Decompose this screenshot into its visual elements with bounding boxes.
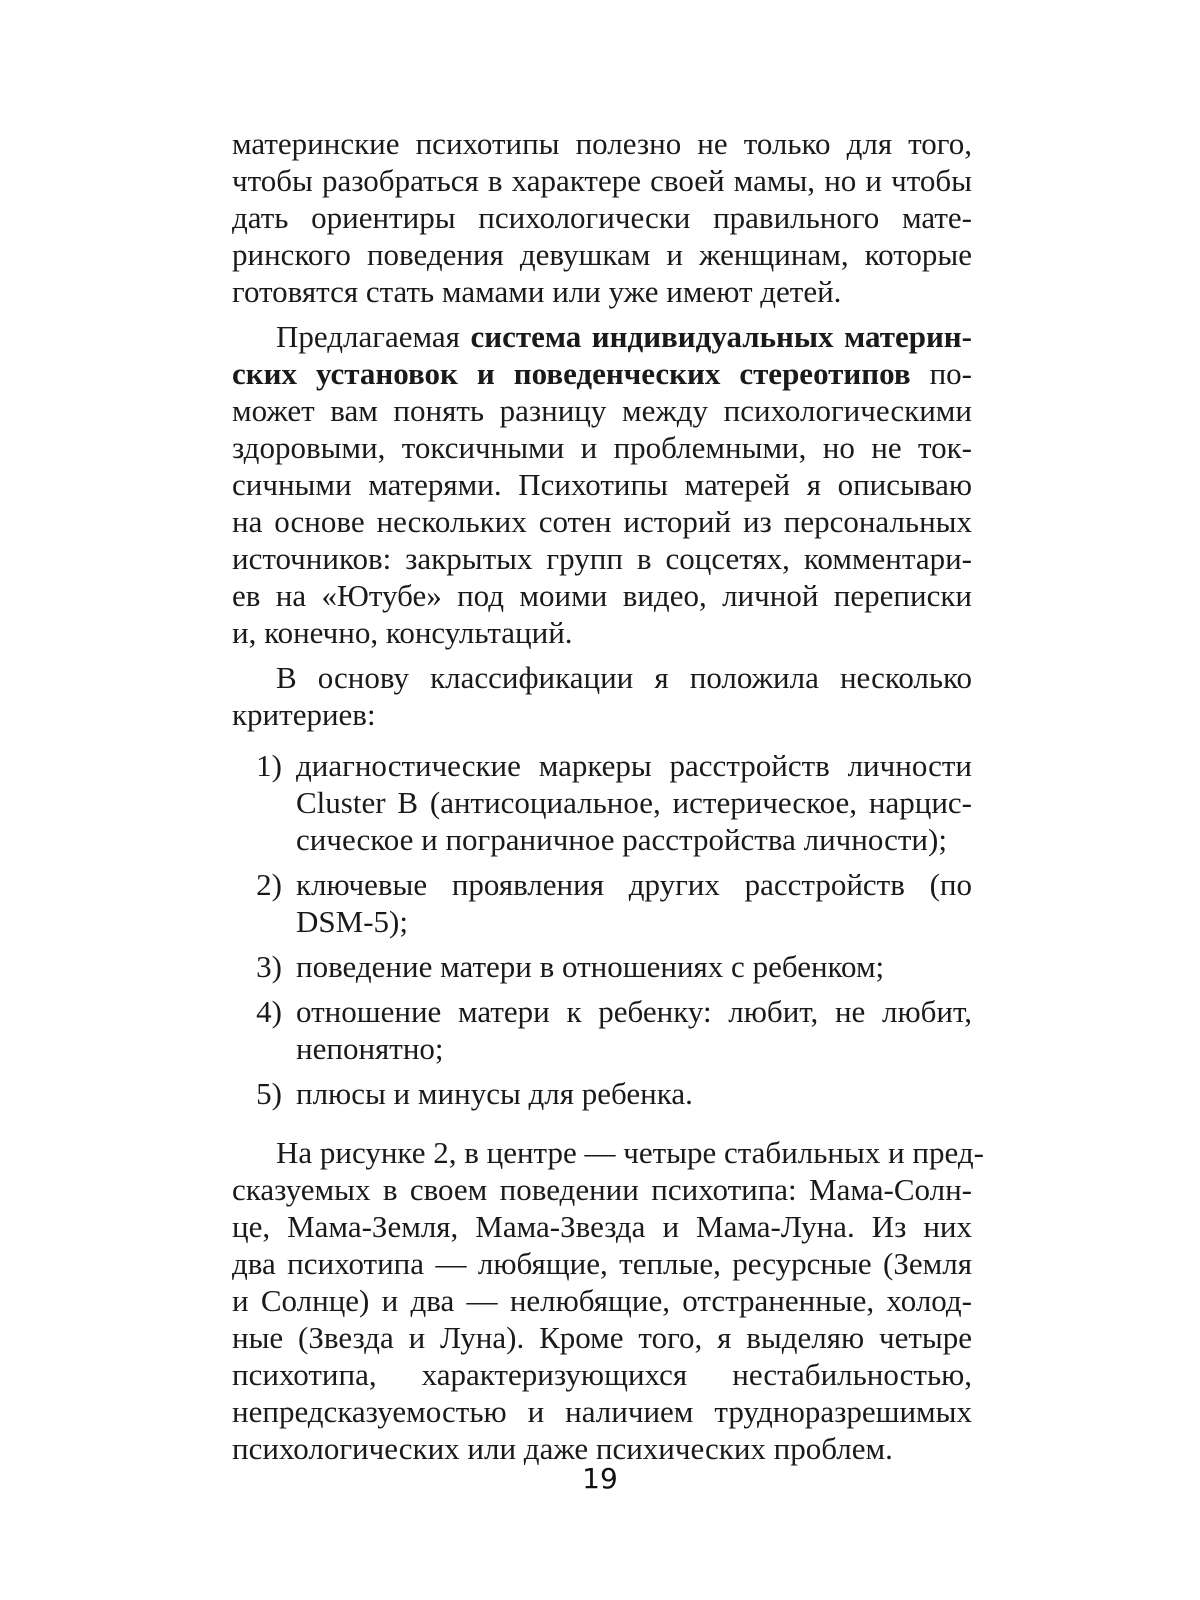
- paragraph-2: [232, 318, 972, 651]
- page-number: 19: [582, 1462, 618, 1495]
- list-item-text: ключевые проявления других расстройств (по: [296, 867, 972, 902]
- list-item: [232, 993, 972, 1067]
- text-line: здоровыми, токсичными и проблемными, но не ток-: [232, 430, 972, 465]
- list-number: 1): [256, 748, 282, 783]
- text-line: дать ориентиры психологически правильного мате-: [232, 200, 972, 235]
- text-line: два психотипа — любящие, теплые, ресурсные (Земля: [232, 1246, 972, 1281]
- list-item-text: DSM-5);: [296, 904, 408, 939]
- paragraph-1: [232, 125, 972, 310]
- bold-term: система индивидуальных материн-: [470, 319, 972, 354]
- paragraph-4: [232, 1134, 984, 1467]
- text-line: [232, 355, 972, 392]
- text-line: готовятся стать мамами или уже имеют детей.: [232, 274, 842, 309]
- list-item-text: плюсы и минусы для ребенка.: [296, 1076, 693, 1111]
- list-item-text: сическое и пограничное расстройства личности);: [296, 822, 947, 857]
- list-item: [232, 948, 972, 985]
- list-number: 3): [256, 949, 282, 984]
- text-line: сказуемых в своем поведении психотипа: Мама-Солн-: [232, 1172, 972, 1207]
- list-item-text: непонятно;: [296, 1031, 444, 1066]
- text-line: В основу классификации я положила несколько: [276, 660, 972, 695]
- list-item: [232, 866, 972, 940]
- text-line: сичными матерями. Психотипы матерей я описываю: [232, 467, 972, 502]
- text-line: и, конечно, консультаций.: [232, 615, 573, 650]
- text-line: материнские психотипы полезно не только для того,: [232, 126, 972, 161]
- list-number: 2): [256, 867, 282, 902]
- list-item: [232, 1075, 972, 1112]
- text-line: и Солнце) и два — нелюбящие, отстраненные, холод-: [232, 1283, 972, 1318]
- list-item-text: диагностические маркеры расстройств личности: [296, 748, 972, 783]
- text-line: це, Мама-Земля, Мама-Звезда и Мама-Луна. Из них: [232, 1209, 972, 1244]
- criteria-list: [232, 747, 972, 1112]
- list-item-text: поведение матери в отношениях с ребенком;: [296, 949, 885, 984]
- list-item-text: Cluster B (антисоциальное, истерическое, нарцис-: [296, 785, 972, 820]
- list-number: 5): [256, 1076, 282, 1111]
- list-item: [232, 747, 972, 858]
- text-line: на основе нескольких сотен историй из персональных: [232, 504, 972, 539]
- list-number: 4): [256, 994, 282, 1029]
- text-line: психологических или даже психических проблем.: [232, 1431, 893, 1466]
- text-line: ные (Звезда и Луна). Кроме того, я выделяю четыре: [232, 1320, 972, 1355]
- paragraph-2-lead: Предлагаемая: [276, 319, 471, 354]
- text-line: может вам понять разницу между психологическими: [232, 393, 972, 428]
- page-body: [232, 125, 984, 1467]
- text-line: На рисунке 2, в центре — четыре стабильных и пред-: [276, 1135, 984, 1170]
- paragraph-3: [232, 659, 972, 733]
- text-line: непредсказуемостью и наличием трудноразрешимых: [232, 1394, 972, 1429]
- bold-term: ских установок и поведенческих стереотипов: [232, 356, 911, 391]
- paragraph-2-tail: по-: [910, 356, 972, 391]
- text-line: [232, 318, 972, 355]
- list-item-text: отношение матери к ребенку: любит, не любит,: [296, 994, 972, 1029]
- text-line: ев на «Ютубе» под моими видео, личной переписки: [232, 578, 972, 613]
- text-line: источников: закрытых групп в соцсетях, комментари-: [232, 541, 972, 576]
- text-line: ринского поведения девушкам и женщинам, которые: [232, 237, 972, 272]
- text-line: психотипа, характеризующихся нестабильностью,: [232, 1357, 972, 1392]
- text-line: чтобы разобраться в характере своей мамы, но и чтобы: [232, 163, 972, 198]
- text-line: критериев:: [232, 697, 376, 732]
